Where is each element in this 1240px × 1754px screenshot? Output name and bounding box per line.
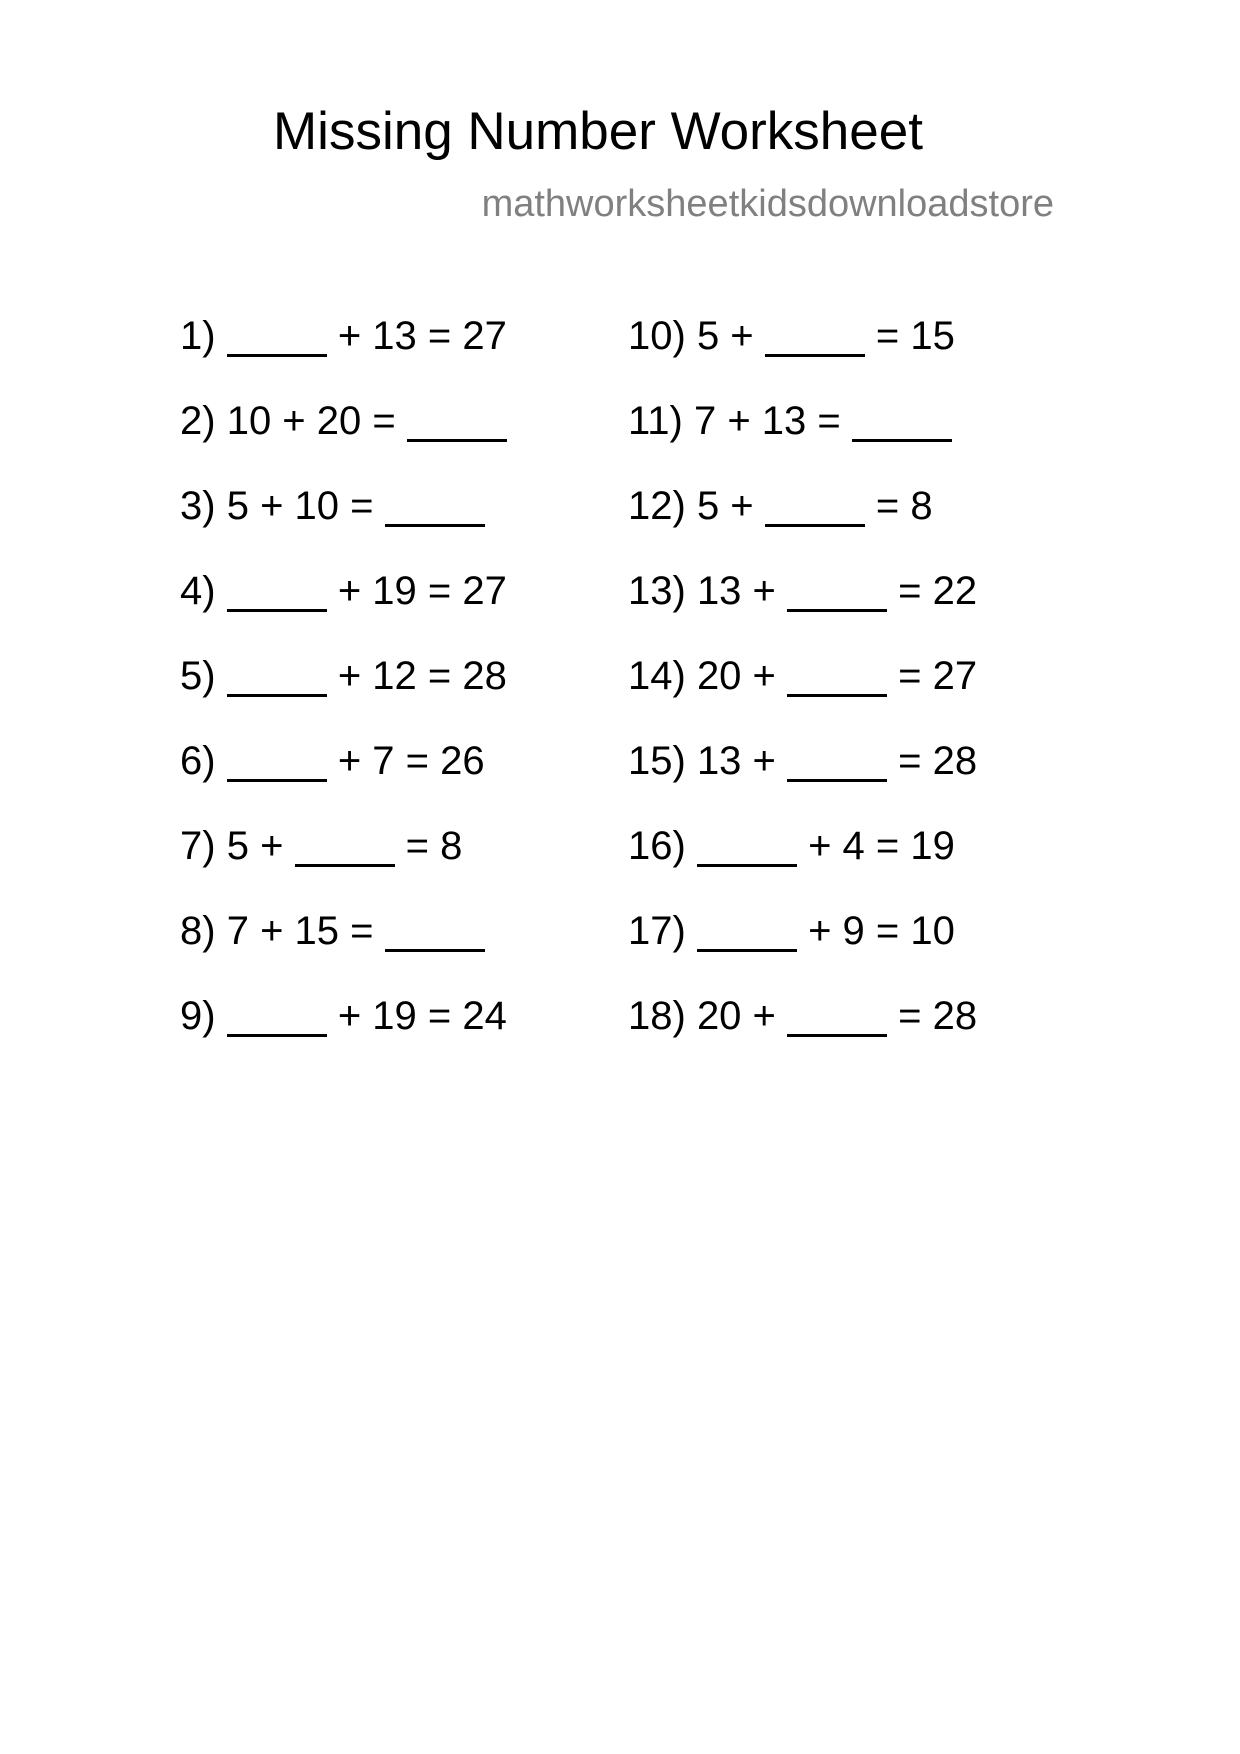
problem-item bbox=[628, 822, 977, 907]
answer-blank[interactable] bbox=[385, 919, 485, 952]
problem-item bbox=[628, 397, 977, 482]
problem-number: 18) bbox=[628, 994, 686, 1038]
problem-expression-before: 13 + bbox=[696, 739, 776, 783]
problem-expression-before: 5 + bbox=[696, 484, 754, 528]
problem-number: 5) bbox=[180, 654, 216, 698]
problems-column-left bbox=[180, 312, 507, 1077]
answer-blank[interactable] bbox=[697, 919, 797, 952]
problem-expression-after: + 7 = 26 bbox=[337, 739, 485, 783]
problem-expression-before: 7 + 13 = bbox=[693, 399, 841, 443]
problem-item bbox=[180, 992, 507, 1077]
problem-item bbox=[180, 822, 507, 907]
problem-expression-after: = 15 bbox=[875, 314, 955, 358]
problem-expression-after: = 8 bbox=[875, 484, 933, 528]
problem-item bbox=[628, 737, 977, 822]
answer-blank[interactable] bbox=[697, 834, 797, 867]
problem-item bbox=[628, 907, 977, 992]
problem-number: 11) bbox=[628, 399, 683, 443]
answer-blank[interactable] bbox=[765, 494, 865, 527]
answer-blank[interactable] bbox=[787, 749, 887, 782]
problem-expression-before: 5 + bbox=[696, 314, 754, 358]
problem-item bbox=[628, 652, 977, 737]
answer-blank[interactable] bbox=[407, 409, 507, 442]
problem-number: 14) bbox=[628, 654, 686, 698]
problem-expression-after: + 19 = 24 bbox=[337, 994, 507, 1038]
problem-expression-after: + 19 = 27 bbox=[337, 569, 507, 613]
problem-number: 16) bbox=[628, 824, 686, 868]
problem-number: 12) bbox=[628, 484, 686, 528]
answer-blank[interactable] bbox=[765, 324, 865, 357]
problem-number: 2) bbox=[180, 399, 216, 443]
problem-expression-after: + 4 = 19 bbox=[808, 824, 955, 868]
problem-number: 7) bbox=[180, 824, 216, 868]
answer-blank[interactable] bbox=[852, 409, 952, 442]
problem-expression-after: = 22 bbox=[898, 569, 978, 613]
answer-blank[interactable] bbox=[227, 664, 327, 697]
problem-number: 1) bbox=[180, 314, 216, 358]
problem-expression-after: + 13 = 27 bbox=[337, 314, 507, 358]
problem-expression-after: = 27 bbox=[898, 654, 978, 698]
answer-blank[interactable] bbox=[227, 749, 327, 782]
problem-expression-before: 13 + bbox=[696, 569, 776, 613]
problem-expression-after: + 12 = 28 bbox=[337, 654, 507, 698]
answer-blank[interactable] bbox=[787, 579, 887, 612]
problem-item bbox=[180, 652, 507, 737]
worksheet-title: Missing Number Worksheet bbox=[273, 102, 923, 161]
problem-expression-before: 7 + 15 = bbox=[226, 909, 374, 953]
answer-blank[interactable] bbox=[385, 494, 485, 527]
problem-number: 6) bbox=[180, 739, 216, 783]
problem-item bbox=[628, 567, 977, 652]
problem-number: 4) bbox=[180, 569, 216, 613]
answer-blank[interactable] bbox=[295, 834, 395, 867]
problem-number: 13) bbox=[628, 569, 686, 613]
problem-number: 17) bbox=[628, 909, 686, 953]
answer-blank[interactable] bbox=[787, 664, 887, 697]
problem-expression-before: 20 + bbox=[696, 994, 776, 1038]
problem-expression-after: = 28 bbox=[898, 994, 978, 1038]
problem-number: 9) bbox=[180, 994, 216, 1038]
problem-expression-before: 10 + 20 = bbox=[226, 399, 396, 443]
answer-blank[interactable] bbox=[227, 1004, 327, 1037]
problem-number: 8) bbox=[180, 909, 216, 953]
problem-expression-after: = 8 bbox=[405, 824, 463, 868]
problem-expression-after: = 28 bbox=[898, 739, 978, 783]
answer-blank[interactable] bbox=[787, 1004, 887, 1037]
problem-item bbox=[628, 482, 977, 567]
problem-item bbox=[180, 737, 507, 822]
problems-column-right bbox=[628, 312, 977, 1077]
worksheet-source-label: mathworksheetkidsdownloadstore bbox=[481, 183, 1054, 225]
problem-item bbox=[180, 567, 507, 652]
problem-number: 10) bbox=[628, 314, 686, 358]
problem-number: 3) bbox=[180, 484, 216, 528]
problem-expression-before: 20 + bbox=[696, 654, 776, 698]
problem-item bbox=[180, 907, 507, 992]
problem-expression-before: 5 + 10 = bbox=[226, 484, 374, 528]
problem-expression-before: 5 + bbox=[226, 824, 284, 868]
problem-item bbox=[180, 397, 507, 482]
answer-blank[interactable] bbox=[227, 579, 327, 612]
problem-item bbox=[628, 312, 977, 397]
problem-number: 15) bbox=[628, 739, 686, 783]
problem-item bbox=[180, 482, 507, 567]
problem-expression-after: + 9 = 10 bbox=[808, 909, 955, 953]
problem-item bbox=[180, 312, 507, 397]
answer-blank[interactable] bbox=[227, 324, 327, 357]
problem-item bbox=[628, 992, 977, 1077]
